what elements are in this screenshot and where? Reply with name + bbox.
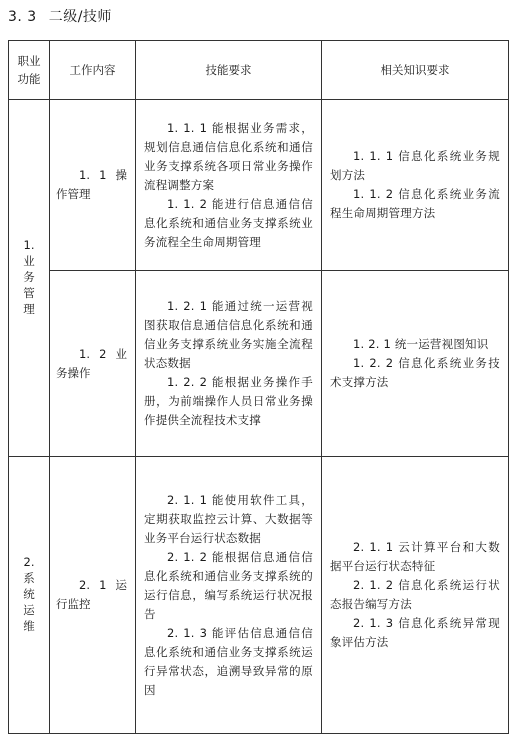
knowledge-item: 2. 1. 2 信息化系统运行状态报告编写方法 [330, 578, 500, 611]
function-label: 2. 系统运维 [23, 555, 35, 633]
header-function: 职业功能 [9, 41, 50, 100]
skill-item: 1. 1. 2 能进行信息通信信息化系统和通信业务支撑系统业务流程全生命周期管理 [144, 196, 313, 249]
knowledge-item: 1. 1. 2 信息化系统业务流程生命周期管理方法 [330, 187, 500, 220]
function-cell [9, 457, 50, 734]
skills-cell [136, 457, 322, 734]
function-label: 1. 业务管理 [23, 238, 35, 316]
skill-item: 1. 2. 2 能根据业务操作手册，为前端操作人员日常业务操作提供全流程技术支撑 [144, 375, 313, 427]
table-row [9, 457, 509, 734]
content-label: 1. 2 业务操作 [56, 346, 127, 380]
function-cell [9, 100, 50, 457]
content-label: 1. 1 操作管理 [56, 168, 127, 201]
content-cell [50, 457, 136, 734]
content-label: 2. 1 运行监控 [56, 578, 127, 611]
skill-item: 2. 1. 2 能根据信息通信信息化系统和通信业务支撑系统的运行信息，编写系统运行状况报告 [144, 549, 313, 621]
knowledge-item: 2. 1. 3 信息化系统异常现象评估方法 [330, 616, 500, 649]
skill-item: 2. 1. 3 能评估信息通信信息化系统和通信业务支撑系统运行异常状态，追溯导致异常的原因 [144, 625, 313, 697]
header-content: 工作内容 [50, 41, 136, 100]
table-header-row [9, 41, 509, 100]
knowledge-cell [322, 271, 509, 457]
section-title: 二级/技师 [48, 9, 112, 25]
knowledge-item: 1. 2. 1 统一运营视图知识 [353, 337, 489, 351]
table-row [9, 271, 509, 457]
header-knowledge: 相关知识要求 [322, 41, 509, 100]
knowledge-item: 1. 2. 2 信息化系统业务技术支撑方法 [330, 356, 500, 389]
table-row [9, 100, 509, 271]
section-number: 3. 3 [8, 9, 37, 25]
skill-item: 2. 1. 1 能使用软件工具，定期获取监控云计算、大数据等业务平台运行状态数据 [144, 492, 313, 545]
skills-cell [136, 271, 322, 457]
section-heading [8, 6, 112, 26]
content-cell [50, 100, 136, 271]
skill-item: 1. 1. 1 能根据业务需求，规划信息通信信息化系统和通信业务支撑系统各项日常业务操作流程调整方案 [144, 120, 313, 192]
knowledge-item: 2. 1. 1 云计算平台和大数据平台运行状态特征 [330, 540, 500, 573]
knowledge-item: 1. 1. 1 信息化系统业务规划方法 [330, 149, 500, 182]
knowledge-cell [322, 457, 509, 734]
skills-table [8, 40, 509, 734]
header-skills: 技能要求 [136, 41, 322, 100]
skill-item: 1. 2. 1 能通过统一运营视图获取信息通信信息化系统和通信业务支撑系统业务实施全流程状态数据 [144, 299, 313, 370]
knowledge-cell [322, 100, 509, 271]
skills-cell [136, 100, 322, 271]
content-cell [50, 271, 136, 457]
